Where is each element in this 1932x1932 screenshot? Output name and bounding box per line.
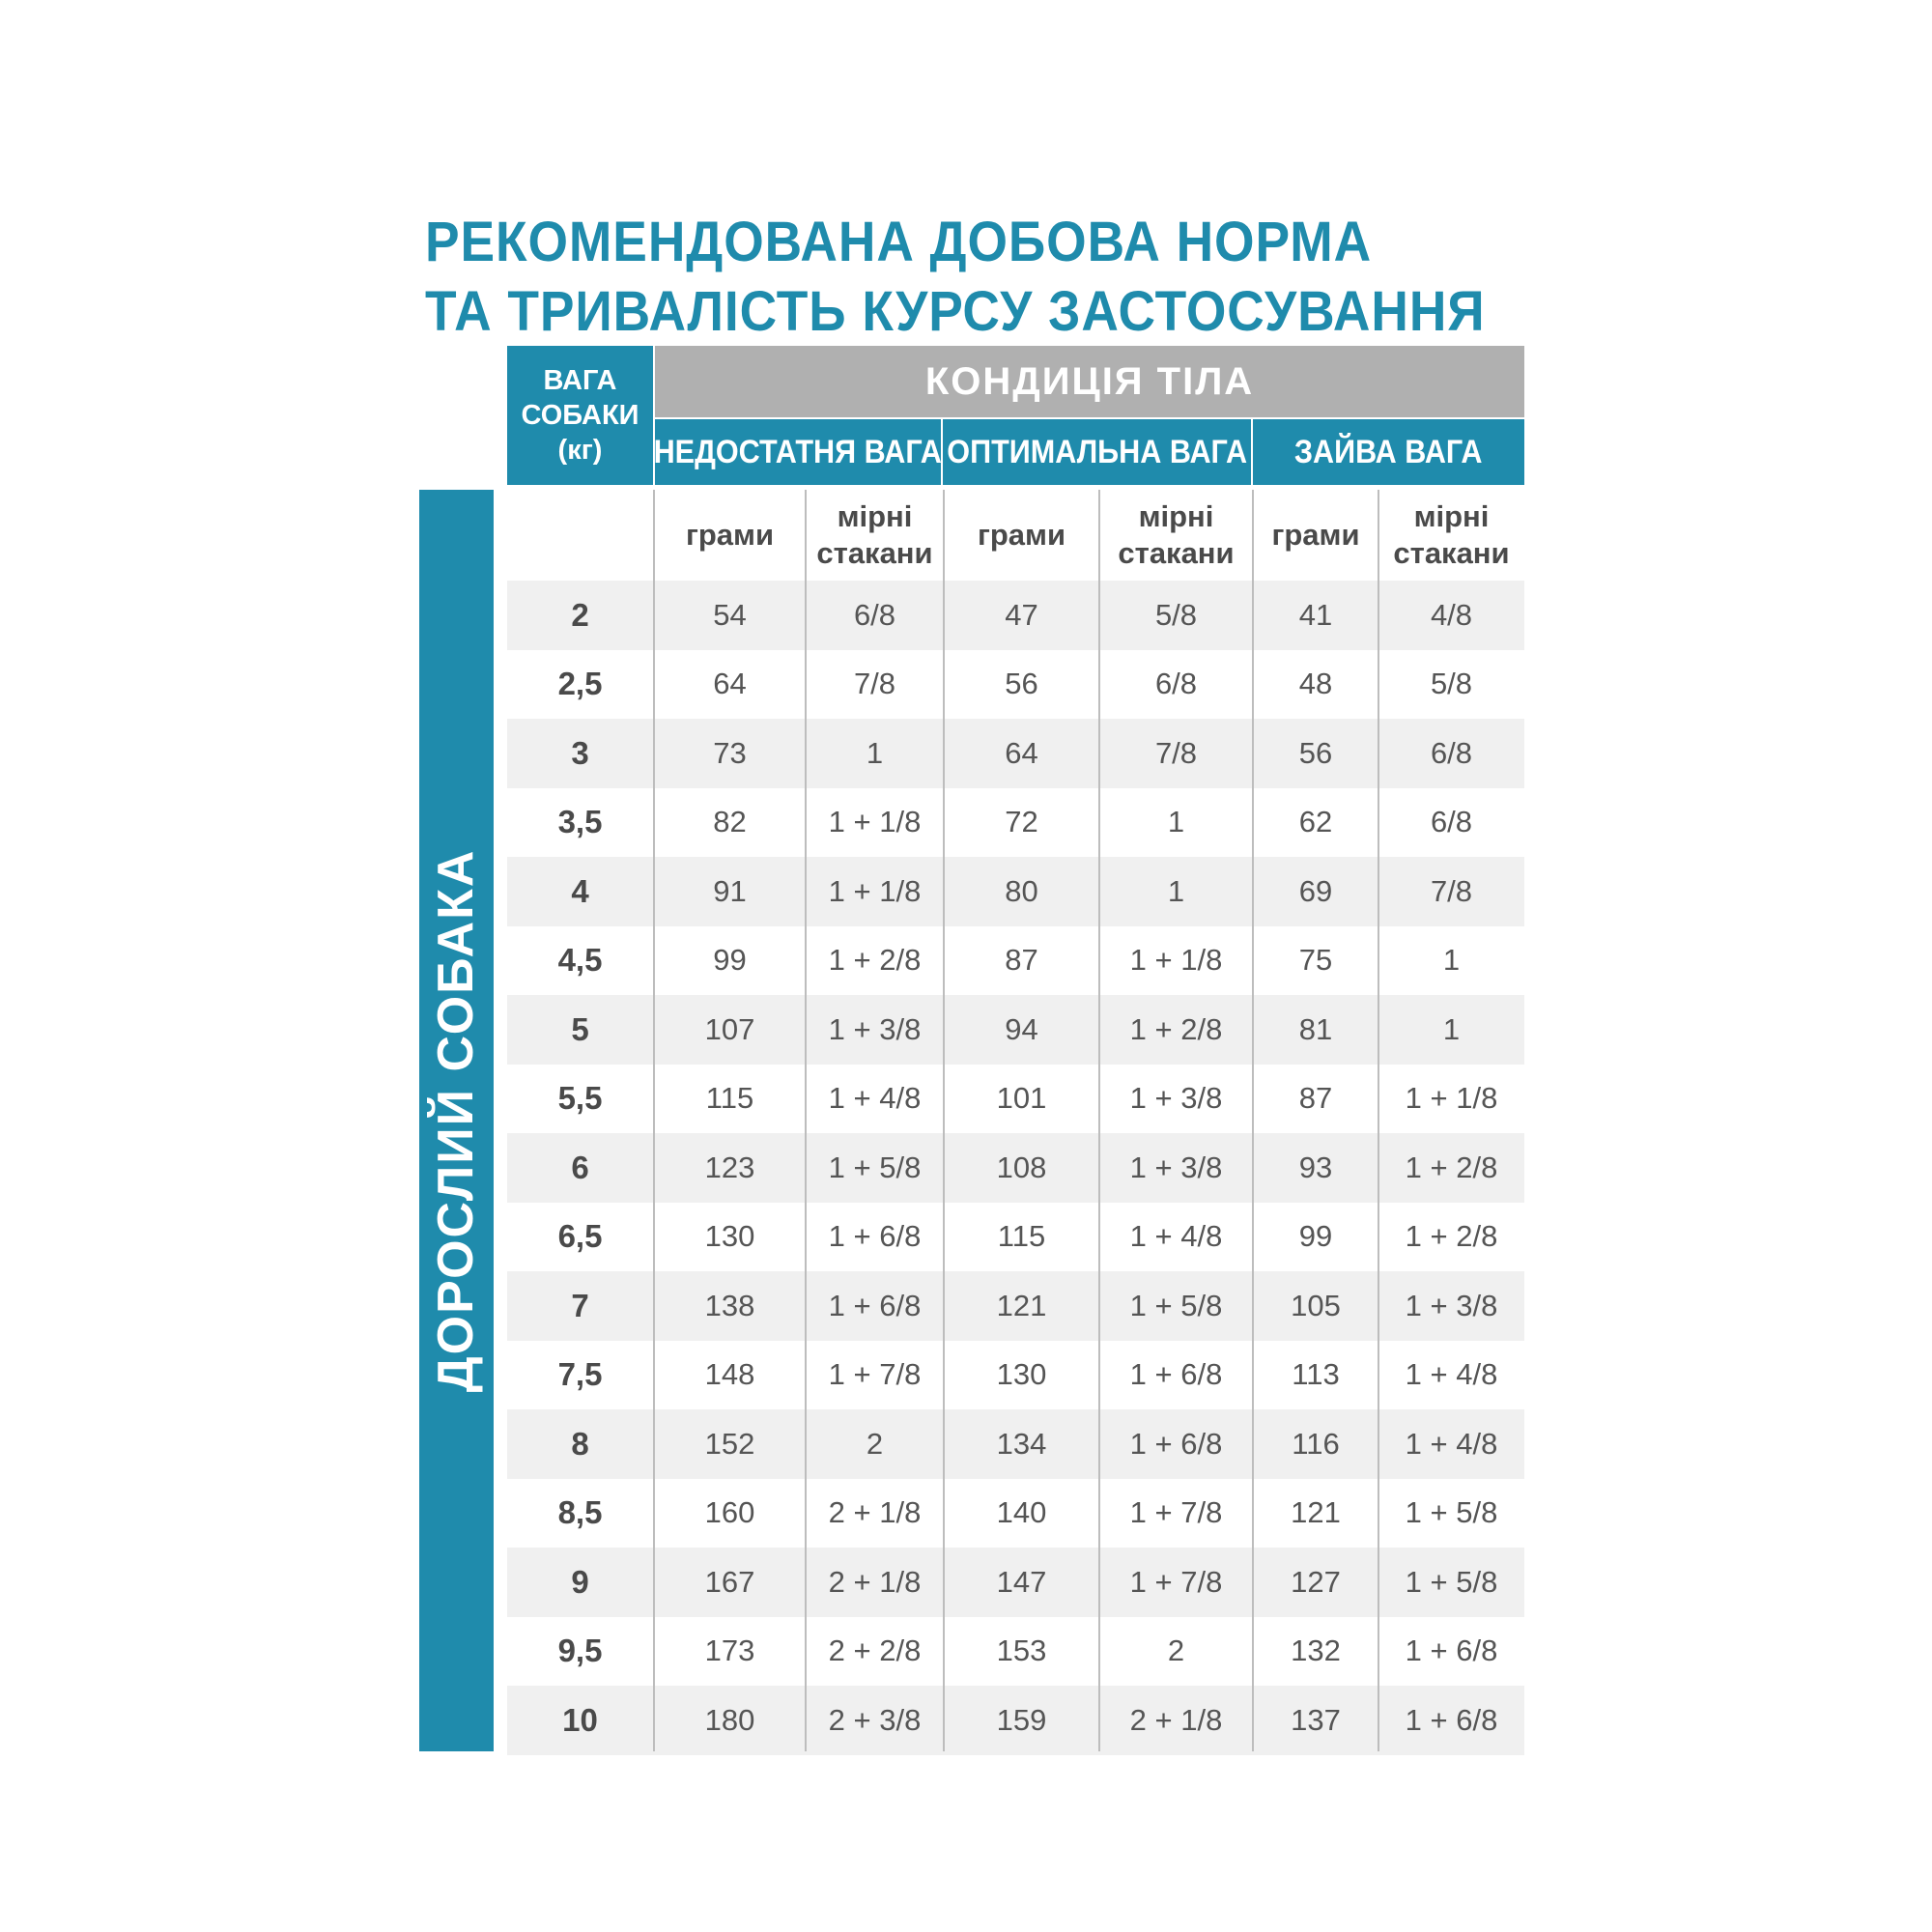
group-header-optimal-label: ОПТИМАЛЬНА ВАГА	[947, 433, 1247, 470]
table-cell: 1 + 3/8	[1405, 1288, 1498, 1322]
side-label: ДОРОСЛИЙ СОБАКА	[428, 848, 484, 1393]
table-cell: 121	[1291, 1495, 1341, 1530]
group-header-underweight	[655, 419, 941, 485]
table-cell: 1 + 2/8	[1405, 1219, 1498, 1254]
table-cell: 148	[704, 1357, 755, 1392]
table-cell: 1 + 6/8	[1129, 1357, 1223, 1392]
table-cell: 75	[1298, 943, 1333, 978]
table-cell: 6/8	[1430, 805, 1473, 839]
weight-cell: 6	[571, 1149, 589, 1185]
table-cell: 94	[1005, 1011, 1038, 1046]
table-cell: 1 + 3/8	[1129, 1081, 1223, 1116]
group-header-underweight-label: НЕДОСТАТНЯ ВАГА	[653, 433, 943, 470]
table-cell: 160	[704, 1495, 755, 1530]
weight-cell: 8	[571, 1425, 589, 1462]
table-cell: 1 + 5/8	[828, 1150, 922, 1184]
table-cell: 2	[1167, 1634, 1185, 1668]
table-cell: 1 + 6/8	[1405, 1702, 1498, 1737]
table-cell: 73	[713, 735, 747, 770]
weight-cell: 2	[571, 596, 589, 633]
table-cell: 81	[1298, 1011, 1333, 1046]
cups-header-line-2: стакани	[1393, 536, 1510, 570]
table-cell: 140	[996, 1495, 1047, 1530]
weight-cell: 2,5	[557, 666, 603, 702]
table-cell: 48	[1298, 667, 1333, 701]
cups-column-header	[1378, 490, 1524, 581]
group-header-optimal	[943, 419, 1251, 485]
table-cell: 147	[996, 1564, 1047, 1599]
table-cell: 62	[1298, 805, 1333, 839]
cups-header-line-2: стакани	[1118, 536, 1235, 570]
table-cell: 1 + 4/8	[1129, 1219, 1223, 1254]
table-cell: 138	[704, 1288, 755, 1322]
weight-cell: 3	[571, 734, 589, 771]
table-cell: 99	[1298, 1219, 1333, 1254]
table-cell: 6/8	[1154, 667, 1198, 701]
table-cell: 1 + 2/8	[1129, 1011, 1223, 1046]
table-cell: 121	[996, 1288, 1047, 1322]
table-cell: 1 + 5/8	[1405, 1495, 1498, 1530]
table-cell: 2 + 1/8	[828, 1495, 922, 1530]
table-cell: 159	[996, 1702, 1047, 1737]
table-cell: 127	[1291, 1564, 1341, 1599]
table-cell: 1 + 4/8	[1405, 1426, 1498, 1461]
table-cell: 1 + 6/8	[1405, 1634, 1498, 1668]
table-cell: 6/8	[1430, 735, 1473, 770]
weight-cell: 9	[571, 1563, 589, 1600]
table-cell: 7/8	[853, 667, 896, 701]
table-cell: 1	[866, 735, 884, 770]
table-cell: 1 + 6/8	[1129, 1426, 1223, 1461]
table-cell: 64	[1005, 735, 1038, 770]
weight-cell: 5	[571, 1010, 589, 1047]
table-cell: 1	[1442, 943, 1461, 978]
table-cell: 1	[1442, 1011, 1461, 1046]
table-cell: 1 + 3/8	[828, 1011, 922, 1046]
cups-column-header	[1099, 490, 1253, 581]
table-cell: 93	[1298, 1150, 1333, 1184]
cups-header-line-1: мірні	[1413, 499, 1490, 533]
table-cell: 56	[1298, 735, 1333, 770]
table-cell: 116	[1292, 1426, 1340, 1461]
title-line-1: РЕКОМЕНДОВАНА ДОБОВА НОРМА	[425, 211, 1373, 273]
table-cell: 82	[713, 805, 747, 839]
table-cell: 47	[1005, 597, 1038, 632]
table-cell: 1 + 3/8	[1129, 1150, 1223, 1184]
group-header-overweight-label: ЗАЙВА ВАГА	[1294, 433, 1483, 470]
table-cell: 2 + 2/8	[828, 1634, 922, 1668]
table-cell: 152	[704, 1426, 755, 1461]
table-cell: 132	[1291, 1634, 1341, 1668]
table-cell: 101	[996, 1081, 1047, 1116]
table-cell: 1 + 7/8	[1129, 1495, 1223, 1530]
table-cell: 91	[713, 873, 747, 908]
weight-header-line-1: ВАГА	[543, 365, 617, 396]
table-cell: 1 + 2/8	[1405, 1150, 1498, 1184]
grams-column-header: грами	[685, 518, 775, 552]
table-cell: 167	[704, 1564, 755, 1599]
weight-header-line-3: (кг)	[557, 435, 603, 466]
table-cell: 134	[996, 1426, 1047, 1461]
table-cell: 2 + 3/8	[828, 1702, 922, 1737]
table-cell: 1 + 1/8	[828, 873, 922, 908]
weight-cell: 4	[571, 872, 589, 909]
weight-cell: 7	[571, 1287, 589, 1323]
weight-cell: 6,5	[557, 1218, 603, 1255]
table-cell: 80	[1005, 873, 1038, 908]
table-cell: 72	[1005, 805, 1038, 839]
table-cell: 1 + 6/8	[828, 1219, 922, 1254]
title-line-2: ТА ТРИВАЛІСТЬ КУРСУ ЗАСТОСУВАННЯ	[425, 280, 1486, 343]
table-cell: 7/8	[1430, 873, 1473, 908]
weight-cell: 5,5	[557, 1080, 603, 1117]
table-cell: 173	[704, 1634, 755, 1668]
page-title	[425, 208, 1492, 347]
weight-cell: 10	[562, 1701, 598, 1738]
table-cell: 1 + 1/8	[1129, 943, 1223, 978]
table-cell: 1 + 4/8	[1405, 1357, 1498, 1392]
table-cell: 1 + 1/8	[828, 805, 922, 839]
table-cell: 64	[713, 667, 747, 701]
table-cell: 1 + 7/8	[1129, 1564, 1223, 1599]
table-cell: 180	[704, 1702, 755, 1737]
weight-cell: 8,5	[557, 1494, 603, 1531]
table-cell: 54	[713, 597, 747, 632]
weight-cell: 4,5	[557, 942, 603, 979]
cups-column-header	[806, 490, 944, 581]
table-cell: 153	[996, 1634, 1047, 1668]
table-cell: 1 + 5/8	[1129, 1288, 1223, 1322]
table-cell: 130	[996, 1357, 1047, 1392]
table-cell: 1 + 5/8	[1405, 1564, 1498, 1599]
table-cell: 6/8	[853, 597, 896, 632]
table-cell: 5/8	[1154, 597, 1198, 632]
table-cell: 1 + 6/8	[828, 1288, 922, 1322]
condition-header: КОНДИЦІЯ ТІЛА	[655, 346, 1524, 417]
group-header-overweight	[1253, 419, 1524, 485]
table-cell: 137	[1291, 1702, 1341, 1737]
cups-header-line-2: стакани	[816, 536, 933, 570]
table-cell: 56	[1005, 667, 1038, 701]
table-cell: 115	[705, 1081, 754, 1116]
table-cell: 115	[997, 1219, 1046, 1254]
table-cell: 1 + 1/8	[1405, 1081, 1498, 1116]
table-cell: 1 + 2/8	[828, 943, 922, 978]
table-cell: 123	[704, 1150, 755, 1184]
weight-header-line-2: СОБАКИ	[521, 400, 639, 431]
weight-cell: 7,5	[557, 1356, 603, 1393]
table-cell: 2	[866, 1426, 884, 1461]
table-cell: 2 + 1/8	[1129, 1702, 1223, 1737]
weight-column-header	[507, 346, 653, 485]
table-cell: 5/8	[1430, 667, 1473, 701]
table-cell: 87	[1298, 1081, 1333, 1116]
table-cell: 107	[704, 1011, 755, 1046]
table-cell: 1 + 4/8	[828, 1081, 922, 1116]
table-cell: 1	[1167, 873, 1185, 908]
table-cell: 99	[713, 943, 747, 978]
table-cell: 105	[1291, 1288, 1341, 1322]
grams-column-header: грами	[977, 518, 1066, 552]
table-cell: 1	[1167, 805, 1185, 839]
table-cell: 69	[1298, 873, 1333, 908]
table-cell: 7/8	[1154, 735, 1198, 770]
table-cell: 113	[1292, 1357, 1340, 1392]
table-cell: 108	[996, 1150, 1047, 1184]
grams-column-header: грами	[1271, 518, 1360, 552]
table-cell: 130	[704, 1219, 755, 1254]
table-cell: 1 + 7/8	[828, 1357, 922, 1392]
weight-cell: 9,5	[557, 1633, 603, 1669]
table-cell: 87	[1005, 943, 1038, 978]
weight-cell: 3,5	[557, 804, 603, 840]
cups-header-line-1: мірні	[837, 499, 913, 533]
table-cell: 41	[1298, 597, 1333, 632]
table-cell: 2 + 1/8	[828, 1564, 922, 1599]
cups-header-line-1: мірні	[1138, 499, 1214, 533]
table-cell: 4/8	[1430, 597, 1473, 632]
